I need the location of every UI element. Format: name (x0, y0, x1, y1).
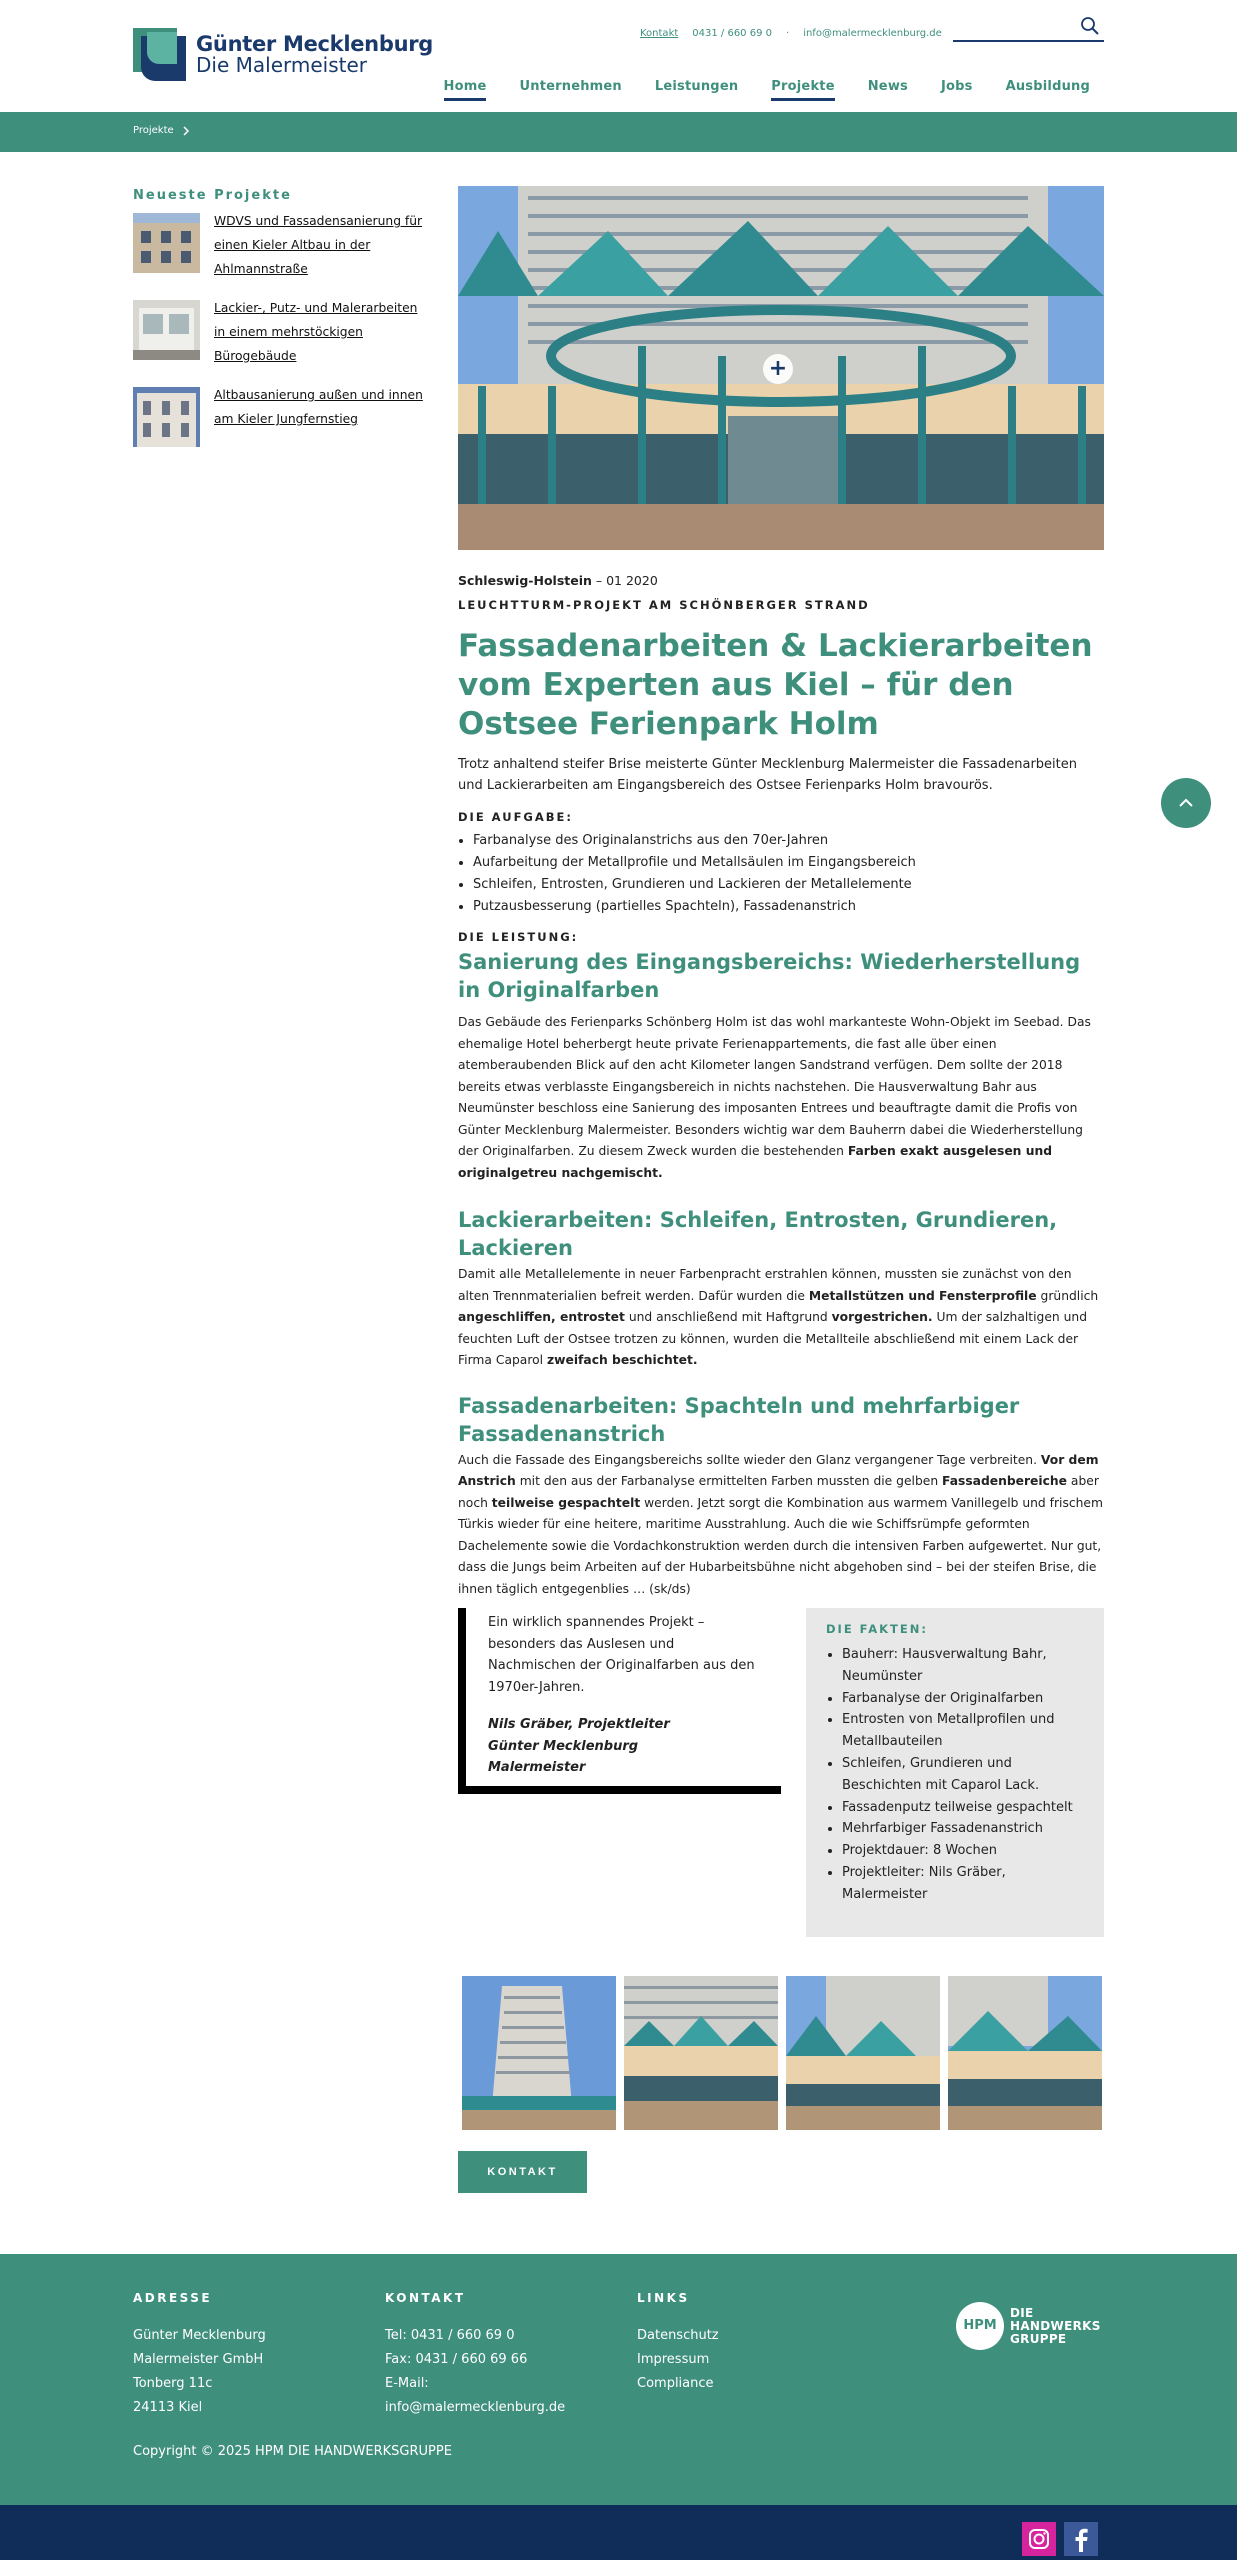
project-thumbnail[interactable] (133, 387, 200, 447)
list-item: • Projektleiter: Nils Gräber, Malermeister (842, 1862, 1084, 1906)
quote-author: Nils Gräber, Projektleiter Günter Mecklenburg Malermeister (488, 1717, 670, 1775)
breadcrumb-bar (0, 112, 1237, 152)
list-item: • Putzausbesserung (partielles Spachteln), Fassadenanstrich (473, 896, 1104, 918)
list-item: • Farbanalyse der Originalfarben (842, 1688, 1084, 1710)
hpm-logo-text: DIE HANDWERKS GRUPPE (1010, 2305, 1101, 2346)
logo-name: Günter Mecklenburg (196, 31, 434, 56)
sidebar-project-link[interactable]: Lackier-, Putz- und Malerarbeiten in einem mehrstöckigen Bürogebäude (214, 301, 418, 363)
chevron-right-icon (182, 126, 190, 136)
sidebar-project-item[interactable] (133, 300, 423, 368)
list-item: • Aufarbeitung der Metallprofile und Metallsäulen im Eingangsbereich (473, 852, 1104, 874)
section-heading: Fassadenarbeiten: Spachteln und mehrfarbiger Fassadenanstrich (458, 1393, 1020, 1446)
topbar-phone[interactable]: 0431 / 660 69 0 (692, 28, 772, 39)
project-region: Schleswig-Holstein (458, 573, 592, 588)
project-thumbnail[interactable] (133, 300, 200, 360)
list-item: • Farbanalyse des Originalanstrichs aus den 70er-Jahren (473, 830, 1104, 852)
footer-links (637, 2290, 719, 2396)
arrow-up-icon (1161, 778, 1211, 828)
hero-image[interactable] (458, 186, 1104, 550)
page-title: Fassadenarbeiten & Lackierarbeiten vom Experten aus Kiel – für den Ostsee Ferienpark Holm (458, 628, 1093, 742)
hpm-logo[interactable] (956, 2302, 1101, 2350)
footer-heading: KONTAKT (385, 2291, 466, 2305)
tasks-list (473, 830, 1104, 918)
gallery-thumbnail[interactable] (462, 1976, 616, 2130)
logo-subtitle: Die Malermeister (196, 53, 367, 78)
project-meta (458, 573, 1104, 588)
list-item: • Schleifen, Entrosten, Grundieren und Lackieren der Metallelemente (473, 874, 1104, 896)
top-contact-bar (640, 28, 942, 39)
footer-line: Günter Mecklenburg (133, 2328, 266, 2343)
intro-text: Trotz anhaltend steifer Brise meisterte Günter Mecklenburg Malermeister die Fassadenarbeiten und Lackierarbeiten am Eingangsbereich des Ostsee Ferienparks Holm bravourös. (458, 757, 1077, 793)
footer-email[interactable]: info@malermecklenburg.de (385, 2400, 566, 2415)
hpm-logo-circle: HPM (956, 2302, 1004, 2350)
facts-heading: DIE FAKTEN: (826, 1622, 928, 1636)
list-item: • Fassadenputz teilweise gespachtelt (842, 1797, 1084, 1819)
topbar-separator: · (786, 28, 790, 39)
scroll-to-top-button[interactable] (1161, 778, 1211, 828)
topbar-kontakt-link[interactable]: Kontakt (640, 28, 679, 39)
sidebar-project-item[interactable] (133, 213, 423, 281)
section-heading: Sanierung des Eingangsbereichs: Wiederherstellung in Originalfarben (458, 950, 1081, 1002)
section-heading: Lackierarbeiten: Schleifen, Entrosten, Grundieren, Lackieren (458, 1208, 1058, 1260)
search-input[interactable] (953, 16, 1073, 38)
nav-news[interactable]: News (867, 79, 908, 94)
section-text: Damit alle Metallelemente in neuer Farbenpracht erstrahlen können, mussten sie zunächst von den alten Trennmaterialien befreit werden. Dafür wurden die Metallstützen und Fensterprofile gründlich angeschliffen, entrostet und anschließend mit Haftgrund vorgestrichen. Um der salzhaltigen und feuchten Luft der Ostsee trotzen zu können, wurden die Metallteile abschließend mit einem Lack der Firma Caparol zweifach beschichtet. (458, 1267, 1099, 1367)
gallery-thumbnail[interactable] (786, 1976, 940, 2130)
facts-box (806, 1608, 1104, 1937)
facebook-icon[interactable] (1064, 2522, 1098, 2556)
sidebar-project-link[interactable]: Altbausanierung außen und innen am Kieler Jungfernstieg (214, 388, 423, 426)
list-item: • Entrosten von Metallprofilen und Metallbauteilen (842, 1709, 1084, 1753)
instagram-icon[interactable] (1022, 2522, 1056, 2556)
footer-link-compliance[interactable]: Compliance (637, 2376, 714, 2391)
footer-phone[interactable]: Tel: 0431 / 660 69 0 (385, 2328, 515, 2343)
footer-contact (385, 2290, 565, 2420)
project-kicker: LEUCHTTURM-PROJEKT AM SCHÖNBERGER STRAND (458, 598, 870, 612)
footer-line: Tonberg 11c (133, 2376, 213, 2391)
footer-link-impressum[interactable]: Impressum (637, 2352, 710, 2367)
topbar-email[interactable]: info@malermecklenburg.de (803, 28, 942, 39)
logo-mark-icon (133, 28, 186, 81)
footer-line: 24113 Kiel (133, 2400, 203, 2415)
list-item: • Schleifen, Grundieren und Beschichten mit Caparol Lack. (842, 1753, 1084, 1797)
sidebar-latest-projects (133, 188, 423, 466)
nav-projekte[interactable]: Projekte (771, 79, 834, 101)
sidebar-project-link[interactable]: WDVS und Fassadensanierung für einen Kieler Altbau in der Ahlmannstraße (214, 214, 423, 276)
search-icon[interactable] (1080, 16, 1100, 36)
nav-unternehmen[interactable]: Unternehmen (519, 79, 622, 94)
footer-heading: ADRESSE (133, 2291, 213, 2305)
service-label: DIE LEISTUNG: (458, 930, 579, 944)
footer-link-datenschutz[interactable]: Datenschutz (637, 2328, 719, 2343)
sidebar-project-item[interactable] (133, 387, 423, 447)
list-item: • Bauherr: Hausverwaltung Bahr, Neumünster (842, 1644, 1084, 1688)
nav-leistungen[interactable]: Leistungen (654, 79, 739, 94)
sidebar-heading: Neueste Projekte (133, 188, 292, 203)
list-item: • Mehrfarbiger Fassadenanstrich (842, 1818, 1084, 1840)
nav-ausbildung[interactable]: Ausbildung (1005, 79, 1090, 94)
company-logo[interactable] (133, 28, 433, 81)
gallery-thumbnail[interactable] (948, 1976, 1102, 2130)
kontakt-button[interactable]: KONTAKT (458, 2151, 587, 2193)
nav-jobs[interactable]: Jobs (940, 79, 973, 94)
footer-fax: Fax: 0431 / 660 69 66 (385, 2352, 528, 2367)
project-gallery (462, 1976, 1102, 2130)
copyright-text: Copyright © 2025 HPM DIE HANDWERKSGRUPPE (133, 2444, 452, 2459)
project-quote (458, 1608, 781, 1794)
search-box (953, 16, 1104, 42)
project-article (458, 186, 1104, 1600)
project-date: – 01 2020 (591, 573, 658, 588)
footer-email-label: E-Mail: (385, 2376, 429, 2391)
footer-heading: LINKS (637, 2291, 690, 2305)
list-item: • Projektdauer: 8 Wochen (842, 1840, 1084, 1862)
footer-address (133, 2290, 266, 2420)
tasks-label: DIE AUFGABE: (458, 810, 573, 824)
facts-list (842, 1644, 1084, 1906)
section-text: Auch die Fassade des Eingangsbereichs sollte wieder den Glanz vergangener Tage verbreiten. Vor dem Anstrich mit den aus der Farbanalyse ermittelten Farben mussten die gelben Fassadenbereiche aber noch teilweise gespachtelt werden. Jetzt sorgt die Kombination aus warmem Vanillegelb und frischem Türkis wieder für eine heitere, maritime Ausstrahlung. Auch die wie Schiffsrümpfe geformten Dachelemente sowie die Vordachkonstruktion werden durch die intensiven Farben aufgewertet. Nur gut, dass die Jungs beim Arbeiten auf der Hubarbeitsbühne nicht abgehoben sind – bei der steifen Brise, die ihnen täglich entgegenblies … (sk/ds) (458, 1452, 1103, 1596)
main-navigation (444, 79, 1091, 101)
nav-home[interactable]: Home (444, 79, 487, 101)
site-footer (0, 2254, 1237, 2505)
gallery-thumbnail[interactable] (624, 1976, 778, 2130)
section-text: Das Gebäude des Ferienparks Schönberg Holm ist das wohl markanteste Wohn-Objekt im Seebad. Das ehemalige Hotel beherbergt heute private Ferienappartements, die fast alle über einen atemberaubenden Blick auf den acht Kilometer langen Sandstrand verfügen. Dem sollte der 2018 bereits etwas verblasste Eingangsbereich in nichts nachstehen. Die Hausverwaltung Bahr aus Neumünster beschloss eine Sanierung des imposanten Entrees und beauftragte damit die Profis von Günter Mecklenburg Malermeister. Besonders wichtig war dem Bauherrn dabei die Wiederherstellung der Originalfarben. Zu diesem Zweck wurden die bestehenden Farben exakt ausgelesen und originalgetreu nachgemischt. (458, 1015, 1091, 1180)
breadcrumb (133, 125, 190, 136)
project-thumbnail[interactable] (133, 213, 200, 273)
site-header (0, 0, 1237, 112)
zoom-plus-icon[interactable]: + (763, 354, 793, 384)
quote-text: Ein wirklich spannendes Projekt – besonders das Auslesen und Nachmischen der Originalfarben aus den 1970er-Jahren. (488, 1615, 755, 1695)
breadcrumb-projekte[interactable]: Projekte (133, 125, 174, 136)
footer-line: Malermeister GmbH (133, 2352, 264, 2367)
